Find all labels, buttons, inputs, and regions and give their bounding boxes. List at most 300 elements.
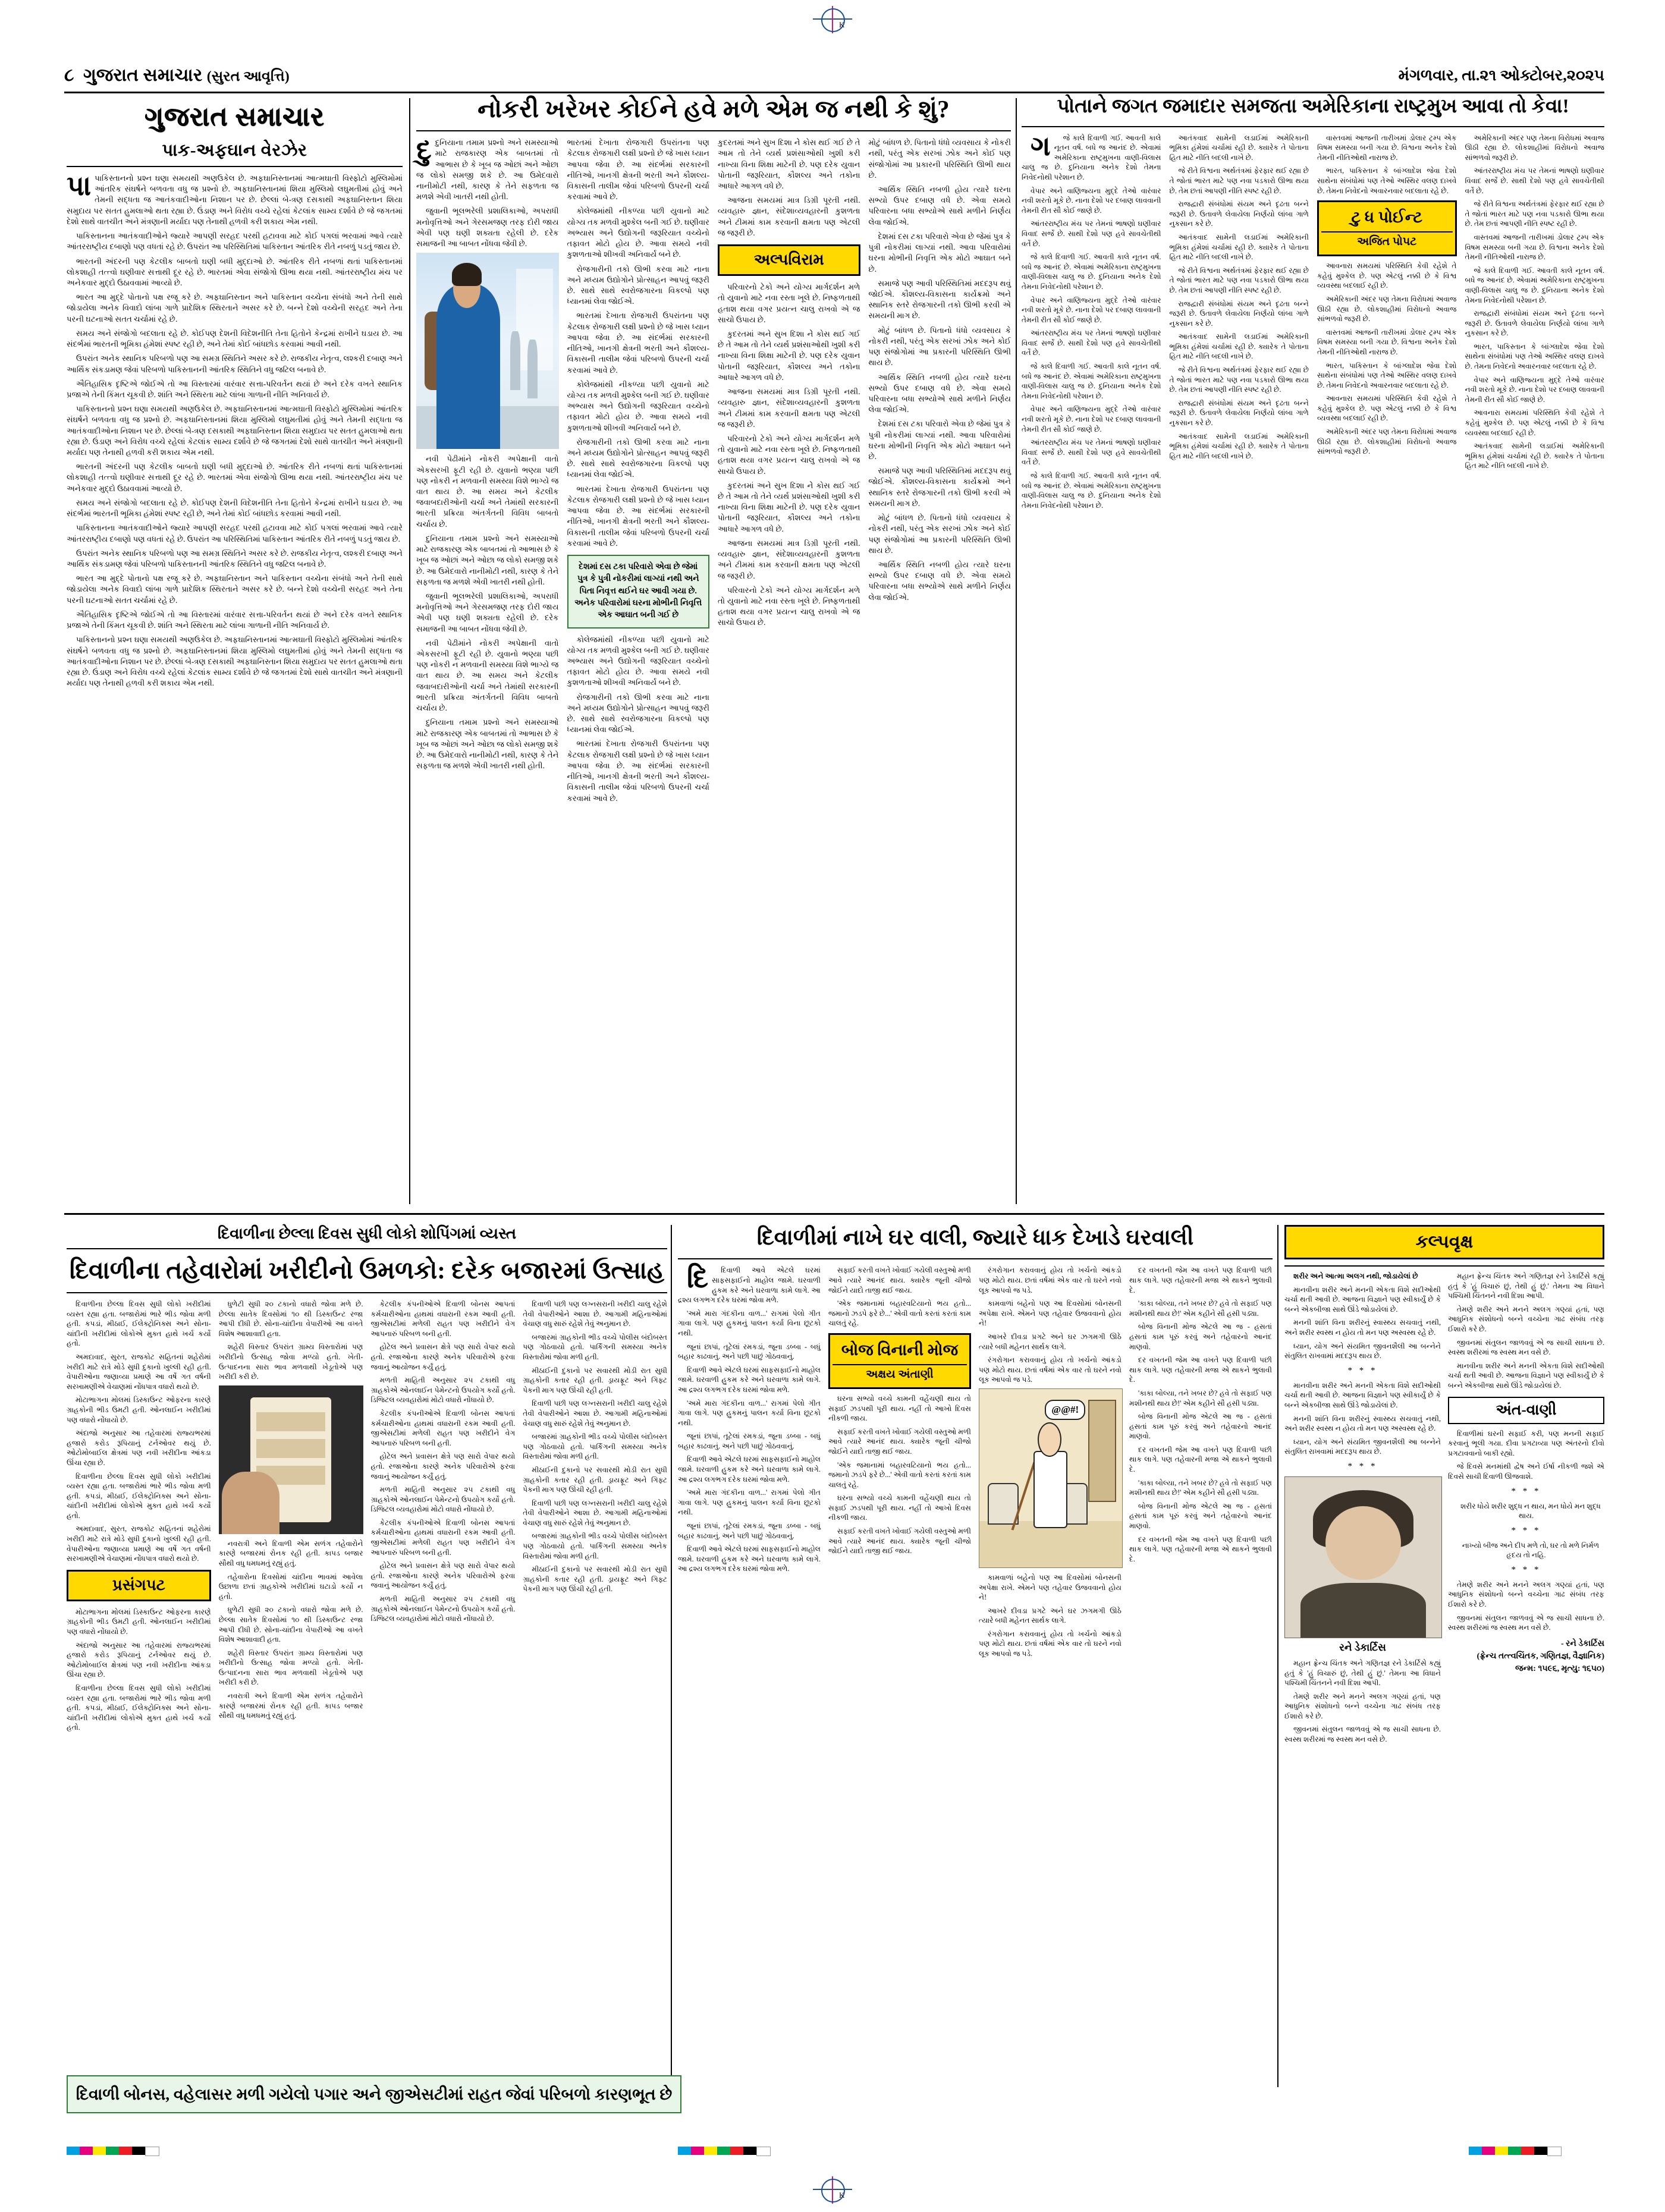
author-box (828, 1333, 971, 1389)
cartoon-man-body (1033, 1451, 1067, 1528)
paragraph: આતંકવાદ સામેની લડાઈમાં અમેરિકાની ભૂમિકા હંમેશાં ચર્ચામાં રહી છે. ક્યારેક તે પોતાના હિત માટે નીતિ બદલી નાખે છે. (1169, 232, 1309, 262)
column-body (523, 1299, 667, 1594)
paragraph: નવરાત્રી અને દિવાળી એમ સળંગ તહેવારોને કારણે બજારમાં રોનક રહી હતી. કાપડ બજાર સૌથી વધુ ધમધમતું રહ્યું હતું. (218, 1692, 363, 1720)
paragraph: આવનારા સમયમાં પરિસ્થિતિ કેવી રહેશે તે કહેવું મુશ્કેલ છે. પણ એટલું નક્કી છે કે વિશ્વ વ્યવસ્થા બદલાઈ રહી છે. (1465, 409, 1604, 437)
verse-block (1448, 1501, 1604, 1521)
paragraph: અમદાવાદ, સુરત, રાજકોટ સહિતનાં શહેરોમાં ખરીદી માટે રાત્રે મોડે સુધી દુકાનો ખુલ્લી રહી હતી. વેપારીઓના જણાવ્યા પ્રમાણે આ વર્ષે ગત વર્ષની સરખામણીએ વેચાણમાં નોંધપાત્ર વધારો થયો છે. (67, 1352, 211, 1391)
paragraph: ભારત આ મુદ્દે પોતાનો પક્ષ રજૂ કરે છે. અફઘાનિસ્તાન અને પાકિસ્તાન વચ્ચેના સંબંધો અને તેની સાથે જોડાયેલા અનેક વિવાદો લાંબા ગાળે પ્રાદેશિક સ્થિરતાને અસર કરે છે. બન્ને દેશો વચ્ચેની સરહદ અને તેના પરની ઘટનાઓ સતત ચર્ચામાં રહે છે. (67, 293, 403, 323)
color-bar-left (67, 2147, 159, 2155)
article-column-3 (718, 137, 860, 807)
article-columns (67, 1299, 667, 1736)
column-headline: પોતાને જગત જમાદાર સમજતા અમેરિકાના રાષ્ટ્રમુખ આવા તો કેવા! (1057, 96, 1569, 117)
page-number: ૮ (64, 65, 74, 85)
paragraph: આખરે દીવડા પ્રગટે અને ઘર ઝગમગી ઊઠે ત્યારે બધી મહેનત સાર્થક લાગે. (979, 1606, 1121, 1625)
drop-cap: દુ (416, 135, 432, 166)
column-body (718, 137, 860, 238)
column-body-2 (416, 454, 559, 771)
crop-mark-label: K (839, 20, 845, 29)
paragraph: કોલેજમાંથી નીકળ્યા પછી યુવાનો માટે યોગ્ય તક મળવી મુશ્કેલ બની ગઈ છે. ઘણીવાર અભ્યાસ અને ઉદ્યોગની જરૂરિયાત વચ્ચેનો તફાવત મોટો હોય છે. આવા સમયે નવી કુશળતાઓ શીખવી અનિવાર્ય બને છે. (567, 379, 709, 432)
paragraph: મીઠાઈની દુકાનો પર સવારથી મોડી રાત સુધી ગ્રાહકોની કતાર રહી હતી. ડ્રાયફ્રૂટ અને ગિફ્ટ પેકની માગ પણ ઊંચી રહી હતી. (523, 1565, 667, 1594)
paragraph: કેટલીક કંપનીઓએ દિવાળી બોનસ આપતાં કર્મચારીઓના હાથમાં વધારાની રકમ આવી હતી. જીએસટીમાં મળેલી રાહત પણ ખરીદીને વેગ આપનારું પરિબળ બની હતી. (370, 1409, 516, 1447)
column-body (219, 1299, 363, 1382)
column-2 (1448, 1271, 1604, 1748)
paragraph: કામવાળાં બહેનો પણ આ દિવસોમાં બોનસની અપેક્ષા રાખે. એમને પણ તહેવાર ઉજવવાનો હોય ને! (979, 1299, 1121, 1328)
paragraph: મીઠાઈની દુકાનો પર સવારથી મોડી રાત સુધી ગ્રાહકોની કતાર રહી હતી. ડ્રાયફ્રૂટ અને ગિફ્ટ પેકની માગ પણ ઊંચી રહી હતી. (523, 1465, 667, 1494)
paper-name: ગુજરાત સમાચાર (83, 65, 203, 85)
paragraph: વેપાર અને વાણિજ્યના મુદ્દે તેઓ વારંવાર નવી શરતો મૂકે છે. નાના દેશો પર દબાણ લાવવાની તેમની રીત સૌ કોઈ જાણે છે. (1022, 296, 1161, 324)
paper-logo (67, 98, 403, 135)
column-title: બોજ વિનાની મોજ (841, 1340, 959, 1359)
paragraph: સમાજે પણ આવી પરિસ્થિતિમાં મદદરૂપ થવું જોઈએ. કૌશલ્ય-વિકાસના કાર્યક્રમો અને સ્થાનિક સ્તરે રોજગારની તકો ઊભી કરવી એ સમયની માગ છે. (868, 278, 1011, 321)
column-body-2 (979, 1573, 1121, 1659)
paragraph: હોટેલ અને પ્રવાસન ક્ષેત્રે પણ સારો વેપાર થયો હતો. રજાઓના કારણે અનેક પરિવારોએ ફરવા જવાનું આયોજન કર્યું હતું. (370, 1343, 516, 1371)
paragraph: દિવાળી પછી પણ લગ્નસરાની ખરીદી ચાલુ રહેશે તેવી વેપારીઓને આશા છે. આગામી મહિનાઓમાં વેચાણ વધુ સારું રહેશે તેવું અનુમાન છે. (523, 1300, 667, 1328)
paragraph: કુદરતમાં અને સુખ દિશા નેે કોસ થઈ ગઈ છે તે આમ તો તેને વ્યર્થ પ્રશંસાઓથી ખુશી કરી નાખ્યા વિના શિક્ષા માટેની છે. પણ દરેક યુવાન પોતાની જરૂરિયાત, કૌશલ્ય અને તકોના આધારે આગળ વધે છે. (718, 329, 860, 382)
paragraph: 'કાકા બોલ્યા, તને ખબર છે? હવે તો સફાઈ પણ મશીનથી થાય છે!' એમ કહીને સૌ હસી પડ્યા. (1129, 1299, 1272, 1318)
paragraph: ઉપરાંત અનેક સ્થાનિક પરિબળો પણ આ સમગ્ર સ્થિતિને અસર કરે છે. રાજકીય નેતૃત્વ, લશ્કરી દબાણ અને આર્થિક સંકડામણ જેવાં પરિબળો પાકિસ્તાનની આંતરિક સ્થિતિને વધુ જટિલ બનાવે છે. (67, 548, 403, 568)
article-column-3 (371, 1299, 516, 1736)
paragraph: બોજ વિનાની મોજ એટલે આ જ - હસતાં હસતાં કામ પૂરું કરવું અને તહેવારનો આનંદ માણવો. (1129, 1322, 1272, 1351)
paragraph: મળતી માહિતી અનુસાર ૨૫ ટકાથી વધુ ગ્રાહકોએ ઓનલાઈન પેમેન્ટનો ઉપયોગ કર્યો હતો. ડિજિટલ વ્યવહારોમાં મોટો વધારો નોંધાયો છે. (370, 1376, 516, 1405)
column-article (1022, 95, 1604, 514)
paragraph: ભારત, પાકિસ્તાન કે બાંગ્લાદેશ જેવા દેશો સાથેના સંબંધોમાં પણ તેઓ અસ્થિર વલણ દાખવે છે. તેમના નિવેદનો અવારનવાર બદલાતા રહે છે. (1317, 166, 1457, 195)
paragraph: હોટેલ અને પ્રવાસન ક્ષેત્રે પણ સારો વેપાર થયો હતો. રજાઓના કારણે અનેક પરિવારોએ ફરવા જવાનું આયોજન કર્યું હતું. (370, 1561, 516, 1590)
paragraph: કોલેજમાંથી નીકળ્યા પછી યુવાનો માટે યોગ્ય તક મળવી મુશ્કેલ બની ગઈ છે. ઘણીવાર અભ્યાસ અને ઉદ્યોગની જરૂરિયાત વચ્ચેનો તફાવત મોટો હોય છે. આવા સમયે નવી કુશળતાઓ શીખવી અનિવાર્ય બને છે. (567, 206, 709, 259)
paragraph: દર વખતની જેમ આ વખતે પણ દિવાળી પછી થાક લાગે. પણ તહેવારની મજા એ થાકને ભુલાવી દે. (1129, 1266, 1272, 1294)
paragraph: મોટું બાંધળ છે. પિતાનો ધંધો વ્યવસાય કે નોકરી નથી, પરંતુ એક સરખાં ઝોક અને કોઈ પણ સંજોગોમાં આ પ્રકારની પરિસ્થિતિ ઊભી થાય છે. (868, 513, 1011, 555)
signature-subtitle: (ફ્રેન્ચ તત્ત્વચિંતક, ગણિતજ્ઞ, વૈજ્ઞાનિક) (1476, 1651, 1604, 1661)
paragraph: દિવાળીના છેલ્લા દિવસ સુધી લોકો ખરીદીમાં વ્યસ્ત રહ્યા હતા. બજારોમાં ભારે ભીડ જોવા મળી હતી. કપડાં, મીઠાઈ, ઈલેક્ટ્રોનિક્સ અને સોના-ચાંદીની ખરીદીમાં લોકોએ મુક્ત હાથે ખર્ચ કર્યો હતો. (67, 1472, 211, 1520)
paragraph: ધ્યાન, યોગ અને સંયમિત જીવનશૈલી આ બન્નેને સંતુલિત રાખવામાં મદદરૂપ થાય છે. (1284, 1437, 1441, 1456)
author-name: અક્ષય અંતાણી (832, 1364, 967, 1381)
column-divider (409, 98, 410, 1204)
column-body (979, 1265, 1121, 1385)
paragraph: ભારતમાં દેખાતા રોજગારી ઉપરાંતના પણ કેટલાક રોજગારી લક્ષી પ્રશ્નો છે જે ખાસ ધ્યાન આપવા જેવા છે. આ સંદર્ભમાં સરકારની નીતિઓ, ખાનગી ક્ષેત્રની ભરતી અને કૌશલ્ય-વિકાસની તાલીમ જેવાં પરિબળો ઉપરની ચર્ચા કરવામાં આવે છે. (567, 138, 709, 202)
photo-silhouette (527, 340, 538, 398)
paragraph: ભારતમાં દેખાતા રોજગારી ઉપરાંતના પણ કેટલાક રોજગારી લક્ષી પ્રશ્નો છે જે ખાસ ધ્યાન આપવા જેવા છે. આ સંદર્ભમાં સરકારની નીતિઓ, ખાનગી ક્ષેત્રની ભરતી અને કૌશલ્ય-વિકાસની તાલીમ જેવાં પરિબળો ઉપરની ચર્ચા કરવામાં આવે છે. (567, 311, 709, 375)
paragraph: જે કાલે દિવાળી ગઈ. આવતી કાલે નૂતન વર્ષ. બધે જ આનંદ છે. એવામાં અમેરિકાના રાષ્ટ્રમુખના વાણી-વિલાસ ચાલુ જ છે. દુનિયાના અનેક દેશો તેમના નિવેદનોથી પરેશાન છે. (1022, 472, 1161, 510)
photo-person (436, 284, 501, 449)
column-4 (1465, 133, 1605, 514)
crop-mark-top (813, 6, 852, 33)
paragraph: દિવાળી પછી પણ લગ્નસરાની ખરીદી ચાલુ રહેશે તેવી વેપારીઓને આશા છે. આગામી મહિનાઓમાં વેચાણ વધુ સારું રહેશે તેવું અનુમાન છે. (523, 1399, 667, 1428)
paragraph-text: દિવાળી આવે એટલે ઘરમાં સાફસફાઈનો માહોલ જામે. ઘરવાળી હુકમ કરે અને ઘરવાળા કામે લાગે. આ દ્રશ્ય લગભગ દરેક ઘરમાં જોવા મળે. (678, 1266, 821, 1305)
paragraph: દિવાળી પછી પણ લગ્નસરાની ખરીદી ચાલુ રહેશે તેવી વેપારીઓને આશા છે. આગામી મહિનાઓમાં વેચાણ વધુ સારું રહેશે તેવું અનુમાન છે. (523, 1498, 667, 1527)
column-1 (1284, 1271, 1441, 1748)
column-body (1465, 133, 1605, 471)
paragraph: આર્થિક સ્થિતિ નબળી હોય ત્યારે ઘરના સભ્યો ઉપર દબાણ વધે છે. એવા સમયે પરિવારના બધા સભ્યોએ સાથે મળીને નિર્ણય લેવા જોઈએ. (868, 560, 1011, 602)
article-column-1 (416, 137, 559, 807)
paragraph: નવી પેઢીમાંને નોકરી અપેક્ષાની વાતો એકસરખી ફૂટી રહી છે. યુવાનો ભણ્યા પછી પણ નોકરી ન મળવાની સમસ્યા વિશે ભાગ્યે જ વાત થાય છે. આ સમય અને કેટલીક જવાબદારીઓની ચર્ચા અને તેમાંથી સરકારની ભારતી પ્રક્રિયા અંતર્ગતની વિવિધ બાબતો ચર્ચાય છે. (416, 638, 559, 713)
paragraph: ઘરના સભ્યો વચ્ચે કામની વહેંચણી થાય તો સફાઈ ઝડપથી પૂરી થાય. નહીં તો આખો દિવસ નીકળી જાય. (828, 1394, 971, 1423)
paragraph: દર વખતની જેમ આ વખતે પણ દિવાળી પછી થાક લાગે. પણ તહેવારની મજા એ થાકને ભુલાવી દે. (1129, 1535, 1272, 1563)
paragraph: અમદાવાદ, સુરત, રાજકોટ સહિતનાં શહેરોમાં ખરીદી માટે રાત્રે મોડે સુધી દુકાનો ખુલ્લી રહી હતી. વેપારીઓના જણાવ્યા પ્રમાણે આ વર્ષે ગત વર્ષની સરખામણીએ વેચાણમાં નોંધપાત્ર વધારો થયો છે. (67, 1525, 211, 1563)
paragraph: ધુળેટી સુધી ૨૦ ટકાનો વધારો જોવા મળે છે. છેલ્લા સાતેક દિવસોમાં ૧૦ થી ડિસ્કાઉન્ટ રજા આપી દીધી છે. સોના-ચાંદીના વેપારીઓ આ વખતે વિશેષ આશાવાદી હતા. (218, 1300, 363, 1338)
article-column-4 (523, 1299, 667, 1736)
column-body (828, 1265, 971, 1328)
column-body (1022, 130, 1161, 511)
paragraph: મહાન ફ્રેન્ચ ચિંતક અને ગણિતજ્ઞ રને ડેકાર્ટિસે કહ્યું હતું કે 'હું વિચારું છું, તેથી હું છું.' તેમના આ વિધાને પશ્ચિમી ચિંતનને નવી દિશા આપી. (1448, 1272, 1604, 1300)
column-body-2 (1284, 1381, 1441, 1457)
paragraph: કામવાળાં બહેનો પણ આ દિવસોમાં બોનસની અપેક્ષા રાખે. એમને પણ તહેવાર ઉજવવાનો હોય ને! (979, 1573, 1121, 1602)
photo-hand (222, 1472, 279, 1534)
paragraph: મળતી માહિતી અનુસાર ૨૫ ટકાથી વધુ ગ્રાહકોએ ઓનલાઈન પેમેન્ટનો ઉપયોગ કર્યો હતો. ડિજિટલ વ્યવહારોમાં મોટો વધારો નોંધાયો છે. (370, 1485, 516, 1514)
paragraph: વેપાર અને વાણિજ્યના મુદ્દે તેઓ વારંવાર નવી શરતો મૂકે છે. નાના દેશો પર દબાણ લાવવાની તેમની રીત સૌ કોઈ જાણે છે. (1022, 405, 1161, 433)
paragraph: ભારતમાં દેખાતા રોજગારી ઉપરાંતના પણ કેટલાક રોજગારી લક્ષી પ્રશ્નો છે જે ખાસ ધ્યાન આપવા જેવા છે. આ સંદર્ભમાં સરકારની નીતિઓ, ખાનગી ક્ષેત્રની ભરતી અને કૌશલ્ય-વિકાસની તાલીમ જેવાં પરિબળો ઉપરની ચર્ચા કરવામાં આવે છે. (567, 484, 709, 548)
paragraph: જે રીતે વિશ્વના અર્થતંત્રમાં ફેરફાર થઈ રહ્યા છે તે જોતાં ભારત માટે પણ નવા પડકારો ઊભા થયા છે. તેમ છતાં આપણી નીતિ સ્પષ્ટ રહી છે. (1169, 366, 1309, 394)
paragraph: 'એક જમાનામાં બહારવટિયાનો ભય હતો... જમાનો ઝડપે ફરે છે...' એવી વાતો કરતાં કરતાં કામ ચાલતું રહે. (828, 1299, 971, 1328)
paragraph: પાકિસ્તાનનો પ્રશ્ન ઘણા સમયથી અણઉકેલ છે. અફઘાનિસ્તાનમાં આત્મઘાતી વિસ્ફોટો મુસ્લિમોમાં આંતરિક સંઘર્ષને બળવતા વધુ જ પ્રશ્નો છે. અફઘાનિસ્તાનમાં શિયા મુસ્લિમો લઘુમતીમાં હોવું અને તેમની સદ્ધતા જ આતંકવાદીઓના નિશાન પર છે. છેલ્લાં બે-ત્રણ દસકાથી અફઘાનિસ્તાન શિયા સમુદાય પર સતત હુમલાઓ થતા રહ્યા છે. ઉંડાણ અને વિરોધ વચ્ચે રહેલાં કેટલાંક સામ્ય દર્શાવે છે જે જગતમાં દેશો સાથે વાતચીત અને મંત્રણાની મર્યાદા પણ તેનાથી હળવી કરી શકાય એમ નથી. (67, 404, 403, 457)
paragraph: 'અમે મારા ગંદકીના વાળ...' રાગમાં પેલો ગીત ગાવા લાગે. પણ હુકમનું પાલન કર્યા વિના છૂટકો નથી. (678, 1399, 821, 1427)
paragraph: 'અમે મારા ગંદકીના વાળ...' રાગમાં પેલો ગીત ગાવા લાગે. પણ હુકમનું પાલન કર્યા વિના છૂટકો નથી. (678, 1309, 821, 1337)
paragraph: ભારત, પાકિસ્તાન કે બાંગ્લાદેશ જેવા દેશો સાથેના સંબંધોમાં પણ તેઓ અસ્થિર વલણ દાખવે છે. તેમના નિવેદનો અવારનવાર બદલાતા રહે છે. (1317, 361, 1457, 389)
paragraph: બજારમાં ગ્રાહકોની ભીડ વચ્ચે પોલીસ બંદોબસ્ત પણ ગોઠવાયો હતો. પાર્કિંગની સમસ્યા અનેક વિસ્તારોમાં જોવા મળી હતી. (523, 1532, 667, 1560)
paragraph (416, 137, 559, 202)
paragraph: હોટેલ અને પ્રવાસન ક્ષેત્રે પણ સારો વેપાર થયો હતો. રજાઓના કારણે અનેક પરિવારોએ ફરવા જવાનું આયોજન કર્યું હતું. (370, 1452, 516, 1481)
paragraph: રંગરોગાન કરાવવાનું હોય તો ખર્ચનો આંકડો પણ મોટો થાય. છતાં વર્ષમાં એક વાર તો ઘરને નવો લૂક આપવો જ પડે. (979, 1356, 1121, 1384)
column-2 (828, 1265, 971, 1662)
shopping-photo (219, 1385, 363, 1534)
crop-mark-label: K (839, 2191, 845, 2200)
paragraph: પાકિસ્તાનના આતંકવાદીઓને જ્યારે આપણી સરહદ પરથી હટાવવા માટે કોઈ પગલાં ભરવામાં આવે ત્યારે આંતરરાષ્ટ્રીય દબાણો પણ વધતાં રહે છે. ઉપરાંત આ પરિસ્થિતિમાં પાકિસ્તાન આંતરિક રીતે નબળું પડતું જાય છે. (67, 231, 403, 252)
paragraph: આતંકવાદ સામેની લડાઈમાં અમેરિકાની ભૂમિકા હંમેશાં ચર્ચામાં રહી છે. ક્યારેક તે પોતાના હિત માટે નીતિ બદલી નાખે છે. (1465, 442, 1604, 470)
column-title: ટુ ધ પોઈન્ટ (1351, 208, 1423, 227)
column-divider (671, 1225, 672, 2087)
paragraph: કેટલીક કંપનીઓએ દિવાળી બોનસ આપતાં કર્મચારીઓના હાથમાં વધારાની રકમ આવી હતી. જીએસટીમાં મળેલી રાહત પણ ખરીદીને વેગ આપનારું પરિબળ બની હતી. (370, 1300, 516, 1338)
paragraph: મોટું બાંધળ છે. પિતાનો ધંધો વ્યવસાય કે નોકરી નથી, પરંતુ એક સરખાં ઝોક અને કોઈ પણ સંજોગોમાં આ પ્રકારની પરિસ્થિતિ ઊભી થાય છે. (868, 325, 1011, 367)
paragraph: ધુળેટી સુધી ૨૦ ટકાનો વધારો જોવા મળે છે. છેલ્લા સાતેક દિવસોમાં ૧૦ થી ડિસ્કાઉન્ટ રજા આપી દીધી છે. સોના-ચાંદીના વેપારીઓ આ વખતે વિશેષ આશાવાદી હતા. (218, 1605, 363, 1644)
paragraph: જીવનમાં સંતુલન જાળવવું એ જ સાચી સાધના છે. સ્વસ્થ શરીરમાં જ સ્વસ્થ મન વસે છે. (1284, 1725, 1441, 1744)
separator-stars: * * * (1511, 1564, 1541, 1575)
paragraph: જે કાલે દિવાળી ગઈ. આવતી કાલે નૂતન વર્ષ. બધે જ આનંદ છે. એવામાં અમેરિકાના રાષ્ટ્રમુખના વાણી-વિલાસ ચાલુ જ છે. દુનિયાના અનેક દેશો તેમના નિવેદનોથી પરેશાન છે. (1465, 266, 1604, 304)
paragraph: અંદાજો અનુસાર આ તહેવારમાં રાજ્યભરમાં હજારો કરોડ રૂપિયાનું ટર્નઓવર થયું છે. ઓટોમોબાઈલ ક્ષેત્રમાં પણ નવી ખરીદીના આંકડા ઊંચા રહ્યા છે. (67, 1641, 211, 1679)
paragraph: જૂનાં છાપાં, તૂટેલાં રમકડાં, જૂના ડબ્બા - બધું બહાર કાઢવાનું. અને પછી પાછું ગોઠવવાનું. (678, 1342, 821, 1361)
rule (67, 166, 403, 167)
paragraph: ઐતિહાસિક દૃષ્ટિએ જોઈએ તો આ વિસ્તારમાં વારંવાર સત્તા-પરિવર્તન થયાં છે અને દરેક વખતે સ્થાનિક પ્રજાએ તેની કિંમત ચૂકવી છે. શાંતિ અને સ્થિરતા માટે લાંબા ગાળાની નીતિ અનિવાર્ય છે. (67, 609, 403, 630)
shopping-article (67, 1225, 667, 1736)
rule (678, 1258, 1273, 1259)
paragraph: કોલેજમાંથી નીકળ્યા પછી યુવાનો માટે યોગ્ય તક મળવી મુશ્કેલ બની ગઈ છે. ઘણીવાર અભ્યાસ અને ઉદ્યોગની જરૂરિયાત વચ્ચેનો તફાવત મોટો હોય છે. આવા સમયે નવી કુશળતાઓ શીખવી અનિવાર્ય બને છે. (567, 634, 709, 687)
paragraph: દિવાળી આવે એટલે ઘરમાં સાફસફાઈનો માહોલ જામે. ઘરવાળી હુકમ કરે અને ઘરવાળા કામે લાગે. આ દ્રશ્ય લગભગ દરેક ઘરમાં જોવા મળે. (678, 1365, 821, 1394)
paragraph: કુદરતમાં અને સુખ દિશા નેે કોસ થઈ ગઈ છે તે આમ તો તેને વ્યર્થ પ્રશંસાઓથી ખુશી કરી નાખ્યા વિના શિક્ષા માટેની છે. પણ દરેક યુવાન પોતાની જરૂરિયાત, કૌશલ્ય અને તકોના આધારે આગળ વધે છે. (718, 138, 860, 191)
paragraph: સમય અને સંજોગો બદલાતા રહે છે. કોઈપણ દેશની વિદેશનીતિ તેના હિતોને કેન્દ્રમાં રાખીને ઘડાય છે. આ સંદર્ભમાં ભારતની ભૂમિકા હંમેશાં સ્પષ્ટ રહી છે, અને તેમાં કોઈ બાંધછોડ કરવામાં આવી નથી. (67, 328, 403, 349)
paragraph: ઉપરાંત અનેક સ્થાનિક પરિબળો પણ આ સમગ્ર સ્થિતિને અસર કરે છે. રાજકીય નેતૃત્વ, લશ્કરી દબાણ અને આર્થિક સંકડામણ જેવાં પરિબળો પાકિસ્તાનની આંતરિક સ્થિતિને વધુ જટિલ બનાવે છે. (67, 354, 403, 374)
crop-mark-bottom (813, 2176, 852, 2204)
cartoon-door (1088, 1400, 1116, 1502)
paragraph: અમેરિકાની અંદર પણ તેમના વિરોધમાં અવાજ ઊઠી રહ્યા છે. લોકશાહીમાં વિરોધનો અવાજ સાંભળવો જરૂરી છે. (1317, 294, 1457, 323)
column-divider (1277, 1225, 1278, 2087)
paragraph: આતંકવાદ સામેની લડાઈમાં અમેરિકાની ભૂમિકા હંમેશાં ચર્ચામાં રહી છે. ક્યારેક તે પોતાના હિત માટે નીતિ બદલી નાખે છે. (1169, 432, 1309, 460)
paragraph: જૂનાં છાપાં, તૂટેલાં રમકડાં, જૂના ડબ્બા - બધું બહાર કાઢવાનું. અને પછી પાછું ગોઠવવાનું. (678, 1432, 821, 1450)
paragraph: કેટલીક કંપનીઓએ દિવાળી બોનસ આપતાં કર્મચારીઓના હાથમાં વધારાની રકમ આવી હતી. જીએસટીમાં મળેલી રાહત પણ ખરીદીને વેગ આપનારું પરિબળ બની હતી. (370, 1518, 516, 1557)
paragraph: માનવીના શરીર અને મનની એકતા વિશે સદીઓથી ચર્ચા થતી આવી છે. આજના વિજ્ઞાને પણ સ્વીકાર્યું છે કે બન્ને એકબીજા સાથે ઊંડે જોડાયેલાં છે. (1284, 1381, 1441, 1409)
column-body-2 (828, 1394, 971, 1556)
paragraph: તેમણે શરીર અને મનને અલગ ગણ્યાં હતાં, પણ આધુનિક સંશોધનો બન્ને વચ્ચેના ગાઢ સંબંધ તરફ ઈશારો કરે છે. (1284, 1692, 1441, 1720)
paragraph: મળતી માહિતી અનુસાર ૨૫ ટકાથી વધુ ગ્રાહકોએ ઓનલાઈન પેમેન્ટનો ઉપયોગ કર્યો હતો. ડિજિટલ વ્યવહારોમાં મોટો વધારો નોંધાયો છે. (370, 1595, 516, 1623)
article-photo (416, 253, 559, 449)
editorial-title: પાક-અફઘાન વેરઝેર (162, 141, 307, 160)
paragraph: દુનિયાના તમામ પ્રશ્નો અને સમસ્યાઓ માટે રાજકારણ એક બાબતમાં તો આભાસ છે કે ખૂબ જ ઓછાં અને ઓછા જ લોકો સમજી શકે છે. આ ઉમેદવારો નાનીમોટી નથી, કારણ કે તેને સફળતા જ મળશે એવી ખાતરી નથી હોતી. (416, 533, 559, 586)
column-body-2 (567, 634, 710, 804)
masthead (64, 65, 1604, 93)
column-1 (678, 1265, 821, 1662)
portrait-body (1300, 1583, 1425, 1638)
column-2 (1170, 133, 1309, 514)
verse-line: નાખ્યો બીજ અને દીપ મળે તો, ઘર તો મળે નિર્મળ હૃદય તો નહિ. (1462, 1541, 1600, 1560)
column-body (1284, 1271, 1441, 1361)
rule (1284, 1265, 1604, 1267)
paragraph: ધ્યાન, યોગ અને સંયમિત જીવનશૈલી આ બન્નેને સંતુલિત રાખવામાં મદદરૂપ થાય છે. (1284, 1341, 1441, 1360)
paragraph: 'અમે મારા ગંદકીના વાળ...' રાગમાં પેલો ગીત ગાવા લાગે. પણ હુકમનું પાલન કર્યા વિના છૂટકો નથી. (678, 1488, 821, 1517)
paragraph-text: દુનિયાના તમામ પ્રશ્નો અને સમસ્યાઓ માટે રાજકારણ એક બાબતમાં તો આભાસ છે કે ખૂબ જ ઓછાં અને ઓછા જ લોકો સમજી શકે છે. આ ઉમેદવારો નાનીમોટી નથી, કારણ કે તેને સફળતા જ મળશે એવી ખાતરી નથી હોતી. (416, 138, 559, 202)
paragraph: બજારમાં ગ્રાહકોની ભીડ વચ્ચે પોલીસ બંદોબસ્ત પણ ગોઠવાયો હતો. પાર્કિંગની સમસ્યા અનેક વિસ્તારોમાં જોવા મળી હતી. (523, 1333, 667, 1361)
paragraph: દર વખતની જેમ આ વખતે પણ દિવાળી પછી થાક લાગે. પણ તહેવારની મજા એ થાકને ભુલાવી દે. (1129, 1445, 1272, 1474)
paragraph: બોજ વિનાની મોજ એટલે આ જ - હસતાં હસતાં કામ પૂરું કરવું અને તહેવારનો આનંદ માણવો. (1129, 1501, 1272, 1531)
color-bar-middle (678, 2147, 771, 2155)
paragraph: રાજદ્વારી સંબંધોમાં સંયમ અને દૃઢતા બન્ને જરૂરી છે. ઉતાવળે લેવાયેલા નિર્ણયો લાંબા ગાળે નુકસાન કરે છે. (1465, 309, 1604, 338)
paragraph: દુનિયાના તમામ પ્રશ્નો અને સમસ્યાઓ માટે રાજકારણ એક બાબતમાં તો આભાસ છે કે ખૂબ જ ઓછાં અને ઓછા જ લોકો સમજી શકે છે. આ ઉમેદવારો નાનીમોટી નથી, કારણ કે તેને સફળતા જ મળશે એવી ખાતરી નથી હોતી. (416, 718, 559, 771)
pullquote-green-box: દેશમાં દસ ટકા પરિવારો એવા છે જેમાં પુત્ર કે પુત્રી નોકરીમાં લાગ્યાં નથી અને પિતા નિવૃત્ત થઈને ઘર આવી ગયા છે. અનેક પરિવારોમાં ઘરના મોભીની નિવૃત્તિ એક આઘાત બની ગઈ છે (567, 555, 710, 628)
column-columns (1022, 130, 1604, 514)
article-column-1 (67, 1299, 211, 1736)
paragraph: આંતરરાષ્ટ્રીય મંચ પર તેમનાં ભાષણો ઘણીવાર વિવાદ સર્જે છે. સાથી દેશો પણ હવે સાવચેતીથી વર્તે છે. (1022, 219, 1161, 248)
paragraph: જે રીતે વિશ્વના અર્થતંત્રમાં ફેરફાર થઈ રહ્યા છે તે જોતાં ભારત માટે પણ નવા પડકારો ઊભા થયા છે. તેમ છતાં આપણી નીતિ સ્પષ્ટ રહી છે. (1169, 266, 1309, 294)
paragraph: જુવાની ભૂલભરેલી પ્રશાલિકાઓ, અપરાધી મનોવૃત્તિઓ અને ગેરસમજણ તરફ દોરી જાય એવી પણ ઘણી શક્યતા રહેલી છે. દરેક સમાજની આ બાબત નોંધવા જેવી છે. (416, 206, 559, 249)
paragraph: ભારતની અંદરની પણ કેટલીક બાબતો ઘણી બધી મુદ્દાઓ છે. આંતરિક રીતે નબળાં થતાં પાકિસ્તાનમાં લોકશાહી તત્ત્વો ઘણીવાર સત્તાથી દૂર રહે છે. ભારતમાં એવા સંજોગો ઊભા થયા નથી. આંતરરાષ્ટ્રીય મંચ પર અનેકવાર મુદ્દો ઉઠાવવામાં આવ્યો છે. (67, 462, 403, 493)
column-body (1317, 133, 1457, 196)
paragraph: મનની શાંતિ વિના શરીરનું સ્વાસ્થ્ય સચવાતું નથી, અને શરીર સ્વસ્થ ન હોય તો મન પણ અસ્વસ્થ રહે છે. (1284, 1414, 1441, 1433)
paragraph (67, 173, 403, 227)
paragraph: દર વખતની જેમ આ વખતે પણ દિવાળી પછી થાક લાગે. પણ તહેવારની મજા એ થાકને ભુલાવી દે. (1129, 1356, 1272, 1384)
article-headline: નોકરી ખરેખર કોઈને હવે મળે એમ જ નથી કે શું? (477, 95, 950, 122)
paragraph: વેપાર અને વાણિજ્યના મુદ્દે તેઓ વારંવાર નવી શરતો મૂકે છે. નાના દેશો પર દબાણ લાવવાની તેમની રીત સૌ કોઈ જાણે છે. (1465, 375, 1604, 404)
column-3 (979, 1265, 1121, 1662)
column-body-2 (219, 1539, 363, 1721)
edition-label: (સુરત આવૃત્તિ) (206, 69, 290, 84)
section-divider (64, 1213, 1604, 1215)
date-line: મંગળવાર, તા.૨૧ ઓક્ટોબર,૨૦૨૫ (1398, 67, 1604, 84)
separator-stars: * * * (1347, 1365, 1378, 1375)
paragraph: સમાજે પણ આવી પરિસ્થિતિમાં મદદરૂપ થવું જોઈએ. કૌશલ્ય-વિકાસના કાર્યક્રમો અને સ્થાનિક સ્તરે રોજગારની તકો ઊભી કરવી એ સમયની માગ છે. (868, 466, 1011, 508)
column-body (416, 137, 559, 249)
paragraph: સફાઈ કરતી વખતે ખોવાઈ ગયેલી વસ્તુઓ મળી આવે ત્યારે આનંદ થાય. ક્યારેક જૂની ચીજો જોઈને યાદો તાજી થઈ જાય. (828, 1527, 971, 1556)
paragraph: અંદાજો અનુસાર આ તહેવારમાં રાજ્યભરમાં હજારો કરોડ રૂપિયાનું ટર્નઓવર થયું છે. ઓટોમોબાઈલ ક્ષેત્રમાં પણ નવી ખરીદીના આંકડા ઊંચા રહ્યા છે. (67, 1429, 211, 1467)
column-headline: દિવાળીમાં નાખે ઘર વાલી, જ્યારે ધાક દેખાડે ઘરવાલી (756, 1226, 1194, 1250)
paragraph: પાકિસ્તાનના આતંકવાદીઓને જ્યારે આપણી સરહદ પરથી હટાવવા માટે કોઈ પગલાં ભરવામાં આવે ત્યારે આંતરરાષ્ટ્રીય દબાણો પણ વધતાં રહે છે. ઉપરાંત આ પરિસ્થિતિમાં પાકિસ્તાન આંતરિક રીતે નબળું પડતું જાય છે. (67, 523, 403, 543)
editorial-body (67, 173, 403, 689)
paragraph: રોજગારીની તકો ઊભી કરવા માટે નાના અને મધ્યમ ઉદ્યોગોને પ્રોત્સાહન આપવું જરૂરી છે. સાથે સાથે સ્વરોજગારના વિકલ્પો પણ ધ્યાનમાં લેવા જોઈએ. (567, 264, 709, 306)
paragraph: રંગરોગાન કરાવવાનું હોય તો ખર્ચનો આંકડો પણ મોટો થાય. છતાં વર્ષમાં એક વાર તો ઘરને નવો લૂક આપવો જ પડે. (979, 1266, 1121, 1294)
paragraph: ભારતમાં દેખાતા રોજગારી ઉપરાંતના પણ કેટલાક રોજગારી લક્ષી પ્રશ્નો છે જે ખાસ ધ્યાન આપવા જેવા છે. આ સંદર્ભમાં સરકારની નીતિઓ, ખાનગી ક્ષેત્રની ભરતી અને કૌશલ્ય-વિકાસની તાલીમ જેવાં પરિબળો ઉપરની ચર્ચા કરવામાં આવે છે. (567, 739, 709, 803)
footer-banner: દિવાળી બોનસ, વહેલાસર મળી ગયેલો પગાર અને જીએસટીમાં રાહત જેવાં પરિબળો કારણભૂત છે (67, 2075, 681, 2113)
drop-cap: પા (67, 171, 92, 201)
paragraph: મનની શાંતિ વિના શરીરનું સ્વાસ્થ્ય સચવાતું નથી, અને શરીર સ્વસ્થ ન હોય તો મન પણ અસ્વસ્થ રહે છે. (1284, 1318, 1441, 1337)
intro-heading: શરીર અને આત્મા અલગ નથી, જોડાયેલાં છે (1293, 1272, 1418, 1280)
paragraph: સમય અને સંજોગો બદલાતા રહે છે. કોઈપણ દેશની વિદેશનીતિ તેના હિતોને કેન્દ્રમાં રાખીને ઘડાય છે. આ સંદર્ભમાં ભારતની ભૂમિકા હંમેશાં સ્પષ્ટ રહી છે, અને તેમાં કોઈ બાંધછોડ કરવામાં આવી નથી. (67, 498, 403, 519)
paragraph: આંતરરાષ્ટ્રીય મંચ પર તેમનાં ભાષણો ઘણીવાર વિવાદ સર્જે છે. સાથી દેશો પણ હવે સાવચેતીથી વર્તે છે. (1465, 166, 1604, 195)
paragraph: શહેરી વિસ્તાર ઉપરાંત ગ્રામ્ય વિસ્તારોમાં પણ ખરીદીનો ઉત્સાહ જોવા મળ્યો હતો. ખેતી-ઉત્પાદનના સારા ભાવ મળવાથી ખેડૂતોએ પણ ખરીદી કરી છે. (218, 1343, 363, 1381)
paragraph: આવનારા સમયમાં પરિસ્થિતિ કેવી રહેશે તે કહેવું મુશ્કેલ છે. પણ એટલું નક્કી છે કે વિશ્વ વ્યવસ્થા બદલાઈ રહી છે. (1317, 262, 1457, 290)
paragraph: આંતરરાષ્ટ્રીય મંચ પર તેમનાં ભાષણો ઘણીવાર વિવાદ સર્જે છે. સાથી દેશો પણ હવે સાવચેતીથી વર્તે છે. (1022, 438, 1161, 467)
signature-name: - રને ડેકાર્ટિસ (1561, 1639, 1604, 1648)
paragraph: આજના સમયમાં માત્ર ડિગ્રી પૂરતી નથી. વ્યવહારુ જ્ઞાન, સંદેશાવ્યવહારની કુશળતા અને ટીમમાં કામ કરવાની ક્ષમતા પણ એટલી જ જરૂરી છે. (718, 196, 860, 237)
column-label-box: પ્રસંગપટ (67, 1570, 211, 1601)
article-headline: દિવાળીના તહેવારોમાં ખરીદીનો ઉમળકો: દરેક બજારમાં ઉત્સાહ (69, 1256, 665, 1284)
column-body (869, 137, 1011, 603)
paragraph: મોટાભાગના મોલમાં ડિસ્કાઉન્ટ ઓફરના કારણે ગ્રાહકોની ભીડ ઉમટી હતી. ઓનલાઈન ખરીદીમાં પણ વધારો નોંધાયો છે. (67, 1396, 211, 1424)
column-body (1170, 133, 1309, 461)
paragraph: માનવીના શરીર અને મનની એકતા વિશે સદીઓથી ચર્ચા થતી આવી છે. આજના વિજ્ઞાને પણ સ્વીકાર્યું છે કે બન્ને એકબીજા સાથે ઊંડે જોડાયેલાં છે. (1448, 1361, 1604, 1390)
rule (67, 1292, 667, 1293)
paragraph: અમેરિકાની અંદર પણ તેમના વિરોધમાં અવાજ ઊઠી રહ્યા છે. લોકશાહીમાં વિરોધનો અવાજ સાંભળવો જરૂરી છે. (1465, 133, 1604, 162)
paragraph: દિવાળીના છેલ્લા દિવસ સુધી લોકો ખરીદીમાં વ્યસ્ત રહ્યા હતા. બજારોમાં ભારે ભીડ જોવા મળી હતી. કપડાં, મીઠાઈ, ઈલેક્ટ્રોનિક્સ અને સોના-ચાંદીની ખરીદીમાં લોકોએ મુક્ત હાથે ખર્ચ કર્યો હતો. (67, 1684, 211, 1732)
paragraph: ભારત આ મુદ્દે પોતાનો પક્ષ રજૂ કરે છે. અફઘાનિસ્તાન અને પાકિસ્તાન વચ્ચેના સંબંધો અને તેની સાથે જોડાયેલા અનેક વિવાદો લાંબા ગાળે પ્રાદેશિક સ્થિરતાને અસર કરે છે. બન્ને દેશો વચ્ચેની સરહદ અને તેના પરની ઘટનાઓ સતત ચર્ચામાં રહે છે. (67, 574, 403, 605)
column-body-3 (1284, 1658, 1441, 1745)
paragraph: રાજદ્વારી સંબંધોમાં સંયમ અને દૃઢતા બન્ને જરૂરી છે. ઉતાવળે લેવાયેલા નિર્ણયો લાંબા ગાળે નુકસાન કરે છે. (1169, 200, 1309, 228)
paragraph: વેપાર અને વાણિજ્યના મુદ્દે તેઓ વારંવાર નવી શરતો મૂકે છે. નાના દેશો પર દબાણ લાવવાની તેમની રીત સૌ કોઈ જાણે છે. (1022, 186, 1161, 215)
article-column-4 (869, 137, 1011, 807)
phone-list-row (256, 1439, 326, 1459)
portrait-caption: રને ડેકાર્ટિસ (1339, 1641, 1386, 1653)
paragraph: મહાન ફ્રેન્ચ ચિંતક અને ગણિતજ્ઞ રને ડેકાર્ટિસે કહ્યું હતું કે 'હું વિચારું છું, તેથી હું છું.' તેમના આ વિધાને પશ્ચિમી ચિંતનને નવી દિશા આપી. (1284, 1658, 1441, 1688)
paragraph: રોજગારીની તકો ઊભી કરવા માટે નાના અને મધ્યમ ઉદ્યોગોને પ્રોત્સાહન આપવું જરૂરી છે. સાથે સાથે સ્વરોજગારના વિકલ્પો પણ ધ્યાનમાં લેવા જોઈએ. (567, 437, 709, 479)
separator-stars: * * * (1511, 1525, 1541, 1535)
paragraph: આખરે દીવડા પ્રગટે અને ઘર ઝગમગી ઊઠે ત્યારે બધી મહેનત સાર્થક લાગે. (979, 1332, 1121, 1351)
signature-block (1448, 1638, 1604, 1675)
antvani-body (1448, 1429, 1604, 1482)
paragraph: પરિવારનો ટેકો અને યોગ્ય માર્ગદર્શન મળે તો યુવાનો માટે નવા રસ્તા ખૂલે છે. નિષ્ફળતાથી હતાશ થયા વગર પ્રયત્ન ચાલુ રાખવો એ જ સાચો ઉપાય છે. (718, 282, 860, 324)
paragraph: આતંકવાદ સામેની લડાઈમાં અમેરિકાની ભૂમિકા હંમેશાં ચર્ચામાં રહી છે. ક્યારેક તે પોતાના હિત માટે નીતિ બદલી નાખે છે. (1169, 133, 1309, 162)
paragraph: મોટું બાંધળ છે. પિતાનો ધંધો વ્યવસાય કે નોકરી નથી, પરંતુ એક સરખાં ઝોક અને કોઈ પણ સંજોગોમાં આ પ્રકારની પરિસ્થિતિ ઊભી થાય છે. (868, 138, 1011, 180)
paragraph: નવી પેઢીમાંને નોકરી અપેક્ષાની વાતો એકસરખી ફૂટી રહી છે. યુવાનો ભણ્યા પછી પણ નોકરી ન મળવાની સમસ્યા વિશે ભાગ્યે જ વાત થાય છે. આ સમય અને કેટલીક જવાબદારીઓની ચર્ચા અને તેમાંથી સરકારની ભારતી પ્રક્રિયા અંતર્ગતની વિવિધ બાબતો ચર્ચાય છે. (416, 454, 559, 529)
editorial-block (67, 98, 403, 692)
paragraph: માનવીના શરીર અને મનની એકતા વિશે સદીઓથી ચર્ચા થતી આવી છે. આજના વિજ્ઞાને પણ સ્વીકાર્યું છે કે બન્ને એકબીજા સાથે ઊંડે જોડાયેલાં છે. (1284, 1285, 1441, 1314)
column-body-2 (1448, 1580, 1604, 1633)
photo-silhouette (510, 331, 520, 390)
paper-logo-text: ગુજરાત સમાચાર (144, 102, 325, 131)
paragraph: આંતરરાષ્ટ્રીય મંચ પર તેમનાં ભાષણો ઘણીવાર વિવાદ સર્જે છે. સાથી દેશો પણ હવે સાવચેતીથી વર્તે છે. (1022, 329, 1161, 357)
paragraph: આર્થિક સ્થિતિ નબળી હોય ત્યારે ઘરના સભ્યો ઉપર દબાણ વધે છે. એવા સમયે પરિવારના બધા સભ્યોએ સાથે મળીને નિર્ણય લેવા જોઈએ. (868, 185, 1011, 227)
author-name: અજિત પોપટ (1321, 231, 1453, 249)
column-columns (678, 1265, 1273, 1662)
paragraph: નવરાત્રી અને દિવાળી એમ સળંગ તહેવારોને કારણે બજારમાં રોનક રહી હતી. કાપડ બજાર સૌથી વધુ ધમધમતું રહ્યું હતું. (218, 1539, 363, 1567)
paragraph: શહેરી વિસ્તાર ઉપરાંત ગ્રામ્ય વિસ્તારોમાં પણ ખરીદીનો ઉત્સાહ જોવા મળ્યો હતો. ખેતી-ઉત્પાદનના સારા ભાવ મળવાથી ખેડૂતોએ પણ ખરીદી કરી છે. (218, 1648, 363, 1687)
drop-cap: દિ (687, 1263, 709, 1294)
paragraph: રંગરોગાન કરાવવાનું હોય તો ખર્ચનો આંકડો પણ મોટો થાય. છતાં વર્ષમાં એક વાર તો ઘરને નવો લૂક આપવો જ પડે. (979, 1629, 1121, 1658)
article-column-2 (219, 1299, 363, 1736)
column-columns (1284, 1271, 1604, 1748)
cartoon-speech-bubble: @@#! (1045, 1400, 1085, 1420)
paragraph: વાસ્તવમાં આજની તારીખમાં ડોલાર ટ્રમ્પ એક વિષમ સમસ્યા બની ગયા છે. વિશ્વના અનેક દેશો તેમની નીતિઓથી નારાજ છે. (1317, 133, 1457, 162)
author-box (1317, 200, 1457, 256)
paragraph: રાજદ્વારી સંબંધોમાં સંયમ અને દૃઢતા બન્ને જરૂરી છે. ઉતાવળે લેવાયેલા નિર્ણયો લાંબા ગાળે નુકસાન કરે છે. (1169, 398, 1309, 428)
column-body (1129, 1265, 1272, 1564)
column-3 (1317, 133, 1457, 514)
verse-line: શરીર ધોયે શરીર શુદ્ધ ન થાય, મન ધોયે મન શુદ્ધ થાય. (1460, 1501, 1601, 1520)
article-kicker: દિવાળીના છેલ્લા દિવસ સુધી લોકો શોપિંગમાં વ્યસ્ત (67, 1225, 667, 1249)
antvani-title-box: અંત-વાણી (1448, 1397, 1604, 1424)
paragraph: મીઠાઈની દુકાનો પર સવારથી મોડી રાત સુધી ગ્રાહકોની કતાર રહી હતી. ડ્રાયફ્રૂટ અને ગિફ્ટ પેકની માગ પણ ઊંચી રહી હતી. (523, 1366, 667, 1394)
column-divider (1016, 98, 1017, 1204)
paragraph: 'કાકા બોલ્યા, તને ખબર છે? હવે તો સફાઈ પણ મશીનથી થાય છે!' એમ કહીને સૌ હસી પડ્યા. (1129, 1388, 1272, 1407)
paragraph (678, 1265, 821, 1305)
paragraph: આજના સમયમાં માત્ર ડિગ્રી પૂરતી નથી. વ્યવહારુ જ્ઞાન, સંદેશાવ્યવહારની કુશળતા અને ટીમમાં કામ કરવાની ક્ષમતા પણ એટલી જ જરૂરી છે. (718, 387, 860, 429)
paragraph: જે કાલે દિવાળી ગઈ. આવતી કાલે નૂતન વર્ષ. બધે જ આનંદ છે. એવામાં અમેરિકાના રાષ્ટ્રમુખના વાણી-વિલાસ ચાલુ જ છે. દુનિયાના અનેક દેશો તેમના નિવેદનોથી પરેશાન છે. (1022, 362, 1161, 400)
paragraph: સફાઈ કરતી વખતે ખોવાઈ ગયેલી વસ્તુઓ મળી આવે ત્યારે આનંદ થાય. ક્યારેક જૂની ચીજો જોઈને યાદો તાજી થઈ જાય. (828, 1266, 971, 1294)
paragraph: જે રીતે વિશ્વના અર્થતંત્રમાં ફેરફાર થઈ રહ્યા છે તે જોતાં ભારત માટે પણ નવા પડકારો ઊભા થયા છે. તેમ છતાં આપણી નીતિ સ્પષ્ટ રહી છે. (1465, 200, 1604, 228)
paragraph: પરિવારનો ટેકો અને યોગ્ય માર્ગદર્શન મળે તો યુવાનો માટે નવા રસ્તા ખૂલે છે. નિષ્ફળતાથી હતાશ થયા વગર પ્રયત્ન ચાલુ રાખવો એ જ સાચો ઉપાય છે. (718, 433, 860, 476)
paragraph: આવનારા સમયમાં પરિસ્થિતિ કેવી રહેશે તે કહેવું મુશ્કેલ છે. પણ એટલું નક્કી છે કે વિશ્વ વ્યવસ્થા બદલાઈ રહી છે. (1317, 394, 1457, 423)
paragraph: તેમણે શરીર અને મનને અલગ ગણ્યાં હતાં, પણ આધુનિક સંશોધનો બન્ને વચ્ચેના ગાઢ સંબંધ તરફ ઈશારો કરે છે. (1448, 1580, 1604, 1609)
column-title-box: કલ્પવૃક્ષ (1284, 1225, 1604, 1259)
paragraph: મોટાભાગના મોલમાં ડિસ્કાઉન્ટ ઓફરના કારણે ગ્રાહકોની ભીડ ઉમટી હતી. ઓનલાઈન ખરીદીમાં પણ વધારો નોંધાયો છે. (67, 1607, 211, 1636)
paragraph: જે રીતે વિશ્વના અર્થતંત્રમાં ફેરફાર થઈ રહ્યા છે તે જોતાં ભારત માટે પણ નવા પડકારો ઊભા થયા છે. તેમ છતાં આપણી નીતિ સ્પષ્ટ રહી છે. (1169, 166, 1309, 195)
rule (416, 130, 1011, 131)
photo-person-hair (452, 263, 482, 287)
column-body-2 (67, 1607, 211, 1733)
column-body-2 (718, 282, 860, 629)
paragraph: સફાઈ કરતી વખતે ખોવાઈ ગયેલી વસ્તુઓ મળી આવે ત્યારે આનંદ થાય. ક્યારેક જૂની ચીજો જોઈને યાદો તાજી થઈ જાય. (828, 1427, 971, 1456)
paragraph: તેમણે શરીર અને મનને અલગ ગણ્યાં હતાં, પણ આધુનિક સંશોધનો બન્ને વચ્ચેના ગાઢ સંબંધ તરફ ઈશારો કરે છે. (1448, 1305, 1604, 1333)
article-column-2 (567, 137, 710, 807)
paragraph: અમેરિકાની અંદર પણ તેમના વિરોધમાં અવાજ ઊઠી રહ્યા છે. લોકશાહીમાં વિરોધનો અવાજ સાંભળવો જરૂરી છે. (1317, 428, 1457, 456)
drop-cap: ગ (1031, 130, 1051, 161)
main-article (416, 95, 1011, 807)
column-body (67, 1299, 211, 1564)
column-body (678, 1265, 821, 1574)
paragraph: દેશમાં દસ ટકા પરિવારો એવા છે જેમાં પુત્ર કે પુત્રી નોકરીમાં લાગ્યાં નથી. આવા પરિવારોમાં ઘરના મોભીની નિવૃત્તિ એક મોટો આઘાત બને છે. (868, 419, 1011, 461)
paragraph: દિવાળી આવે એટલે ઘરમાં સાફસફાઈનો માહોલ જામે. ઘરવાળી હુકમ કરે અને ઘરવાળા કામે લાગે. આ દ્રશ્ય લગભગ દરેક ઘરમાં જોવા મળે. (678, 1455, 821, 1484)
verse-block-2 (1448, 1541, 1604, 1560)
paragraph: આર્થિક સ્થિતિ નબળી હોય ત્યારે ઘરના સભ્યો ઉપર દબાણ વધે છે. એવા સમયે પરિવારના બધા સભ્યોએ સાથે મળીને નિર્ણય લેવા જોઈએ. (868, 372, 1011, 414)
column-label-box: અલ્પવિરામ (718, 244, 860, 276)
paragraph: ભારત, પાકિસ્તાન કે બાંગ્લાદેશ જેવા દેશો સાથેના સંબંધોમાં પણ તેઓ અસ્થિર વલણ દાખવે છે. તેમના નિવેદનો અવારનવાર બદલાતા રહે છે. (1465, 342, 1604, 371)
paragraph: પાકિસ્તાનનો પ્રશ્ન ઘણા સમયથી અણઉકેલ છે. અફઘાનિસ્તાનમાં આત્મઘાતી વિસ્ફોટો મુસ્લિમોમાં આંતરિક સંઘર્ષને બળવતા વધુ જ પ્રશ્નો છે. અફઘાનિસ્તાનમાં શિયા મુસ્લિમો લઘુમતીમાં હોવું અને તેમની સદ્ધતા જ આતંકવાદીઓના નિશાન પર છે. છેલ્લાં બે-ત્રણ દસકાથી અફઘાનિસ્તાન શિયા સમુદાય પર સતત હુમલાઓ થતા રહ્યા છે. ઉંડાણ અને વિરોધ વચ્ચે રહેલાં કેટલાંક સામ્ય દર્શાવે છે જે જગતમાં દેશો સાથે વાતચીત અને મંત્રણાની મર્યાદા પણ તેનાથી હળવી કરી શકાય એમ નથી. (67, 635, 403, 688)
column-body (567, 137, 710, 549)
paragraph: વાસ્તવમાં આજની તારીખમાં ડોલાર ટ્રમ્પ એક વિષમ સમસ્યા બની ગયા છે. વિશ્વના અનેક દેશો તેમની નીતિઓથી નારાજ છે. (1465, 232, 1604, 262)
paragraph: 'એક જમાનામાં બહારવટિયાનો ભય હતો... જમાનો ઝડપે ફરે છે...' એવી વાતો કરતાં કરતાં કામ ચાલતું રહે. (828, 1460, 971, 1489)
paragraph: દિવાળીના છેલ્લા દિવસ સુધી લોકો ખરીદીમાં વ્યસ્ત રહ્યા હતા. બજારોમાં ભારે ભીડ જોવા મળી હતી. કપડાં, મીઠાઈ, ઈલેક્ટ્રોનિક્સ અને સોના-ચાંદીની ખરીદીમાં લોકોએ મુક્ત હાથે ખર્ચ કર્યો હતો. (67, 1300, 211, 1348)
cartoon-illustration (979, 1388, 1123, 1568)
humor-column (678, 1225, 1273, 1663)
paragraph: આતંકવાદ સામેની લડાઈમાં અમેરિકાની ભૂમિકા હંમેશાં ચર્ચામાં રહી છે. ક્યારેક તે પોતાના હિત માટે નીતિ બદલી નાખે છે. (1169, 332, 1309, 361)
masthead-left (64, 65, 290, 86)
paragraph: જીવનમાં સંતુલન જાળવવું એ જ સાચી સાધના છે. સ્વસ્થ શરીરમાં જ સ્વસ્થ મન વસે છે. (1448, 1613, 1604, 1632)
paragraph: ઘરના સભ્યો વચ્ચે કામની વહેંચણી થાય તો સફાઈ ઝડપથી પૂરી થાય. નહીં તો આખો દિવસ નીકળી જાય. (828, 1494, 971, 1522)
paragraph: દિવાળીમાં ઘરની સફાઈ કરી, પણ મનની સફાઈ કરવાનું ભૂલી ગયા. દીવા પ્રગટાવ્યા પણ અંતરનો દીવો પ્રગટાવવાનો બાકી રહ્યો. (1448, 1429, 1604, 1457)
color-bar-right (1469, 2147, 1562, 2155)
rule (1022, 126, 1604, 127)
separator-stars: * * * (1511, 1486, 1541, 1496)
paragraph: ઐતિહાસિક દૃષ્ટિએ જોઈએ તો આ વિસ્તારમાં વારંવાર સત્તા-પરિવર્તન થયાં છે અને દરેક વખતે સ્થાનિક પ્રજાએ તેની કિંમત ચૂકવી છે. શાંતિ અને સ્થિરતા માટે લાંબા ગાળાની નીતિ અનિવાર્ય છે. (67, 379, 403, 399)
paragraph: આજના સમયમાં માત્ર ડિગ્રી પૂરતી નથી. વ્યવહારુ જ્ઞાન, સંદેશાવ્યવહારની કુશળતા અને ટીમમાં કામ કરવાની ક્ષમતા પણ એટલી જ જરૂરી છે. (718, 538, 860, 580)
paragraph: દેશમાં દસ ટકા પરિવારો એવા છે જેમાં પુત્ર કે પુત્રી નોકરીમાં લાગ્યાં નથી. આવા પરિવારોમાં ઘરના મોભીની નિવૃત્તિ એક મોટો આઘાત બને છે. (868, 231, 1011, 274)
paragraph: જૂનાં છાપાં, તૂટેલાં રમકડાં, જૂના ડબ્બા - બધું બહાર કાઢવાનું. અને પછી પાછું ગોઠવવાનું. (678, 1522, 821, 1540)
paragraph: પરિવારનો ટેકો અને યોગ્ય માર્ગદર્શન મળે તો યુવાનો માટે નવા રસ્તા ખૂલે છે. નિષ્ફળતાથી હતાશ થયા વગર પ્રયત્ન ચાલુ રાખવો એ જ સાચો ઉપાય છે. (718, 585, 860, 627)
separator-stars: * * * (1347, 1461, 1378, 1471)
paragraph-text: પાકિસ્તાનનો પ્રશ્ન ઘણા સમયથી અણઉકેલ છે. અફઘાનિસ્તાનમાં આત્મઘાતી વિસ્ફોટો મુસ્લિમોમાં આંતરિક સંઘર્ષને બળવતા વધુ જ પ્રશ્નો છે. અફઘાનિસ્તાનમાં શિયા મુસ્લિમો લઘુમતીમાં હોવું અને તેમની સદ્ધતા જ આતંકવાદીઓના નિશાન પર છે. છેલ્લાં બે-ત્રણ દસકાથી અફઘાનિસ્તાન શિયા સમુદાય પર સતત હુમલાઓ થતા રહ્યા છે. ઉંડાણ અને વિરોધ વચ્ચે રહેલાં કેટલાંક સામ્ય દર્શાવે છે જે જગતમાં દેશો સાથે વાતચીત અને મંત્રણાની મર્યાદા પણ તેનાથી હળવી કરી શકાય એમ નથી. (67, 174, 403, 226)
paragraph: કુદરતમાં અને સુખ દિશા નેે કોસ થઈ ગઈ છે તે આમ તો તેને વ્યર્થ પ્રશંસાઓથી ખુશી કરી નાખ્યા વિના શિક્ષા માટેની છે. પણ દરેક યુવાન પોતાની જરૂરિયાત, કૌશલ્ય અને તકોના આધારે આગળ વધે છે. (718, 480, 860, 533)
paragraph: 'કાકા બોલ્યા, તને ખબર છે? હવે તો સફાઈ પણ મશીનથી થાય છે!' એમ કહીને સૌ હસી પડ્યા. (1129, 1478, 1272, 1497)
paragraph: રોજગારીની તકો ઊભી કરવા માટે નાના અને મધ્યમ ઉદ્યોગોને પ્રોત્સાહન આપવું જરૂરી છે. સાથે સાથે સ્વરોજગારના વિકલ્પો પણ ધ્યાનમાં લેવા જોઈએ. (567, 692, 709, 734)
column-4 (1129, 1265, 1272, 1662)
paragraph: રાજદ્વારી સંબંધોમાં સંયમ અને દૃઢતા બન્ને જરૂરી છે. ઉતાવળે લેવાયેલા નિર્ણયો લાંબા ગાળે નુકસાન કરે છે. (1169, 299, 1309, 328)
paragraph: વાસ્તવમાં આજની તારીખમાં ડોલાર ટ્રમ્પ એક વિષમ સમસ્યા બની ગયા છે. વિશ્વના અનેક દેશો તેમની નીતિઓથી નારાજ છે. (1317, 328, 1457, 356)
paragraph: ભારતની અંદરની પણ કેટલીક બાબતો ઘણી બધી મુદ્દાઓ છે. આંતરિક રીતે નબળાં થતાં પાકિસ્તાનમાં લોકશાહી તત્ત્વો ઘણીવાર સત્તાથી દૂર રહે છે. ભારતમાં એવા સંજોગો ઊભા થયા નથી. આંતરરાષ્ટ્રીય મંચ પર અનેકવાર મુદ્દો ઉઠાવવામાં આવ્યો છે. (67, 256, 403, 287)
paragraph: બોજ વિનાની મોજ એટલે આ જ - હસતાં હસતાં કામ પૂરું કરવું અને તહેવારનો આનંદ માણવો. (1129, 1412, 1272, 1441)
birth-death: જન્મ: ૧૫૯૬, મૃત્યુ: ૧૬૫૦) (1515, 1664, 1604, 1673)
paragraph: દિવાળી આવે એટલે ઘરમાં સાફસફાઈનો માહોલ જામે. ઘરવાળી હુકમ કરે અને ઘરવાળા કામે લાગે. આ દ્રશ્ય લગભગ દરેક ઘરમાં જોવા મળે. (678, 1545, 821, 1573)
